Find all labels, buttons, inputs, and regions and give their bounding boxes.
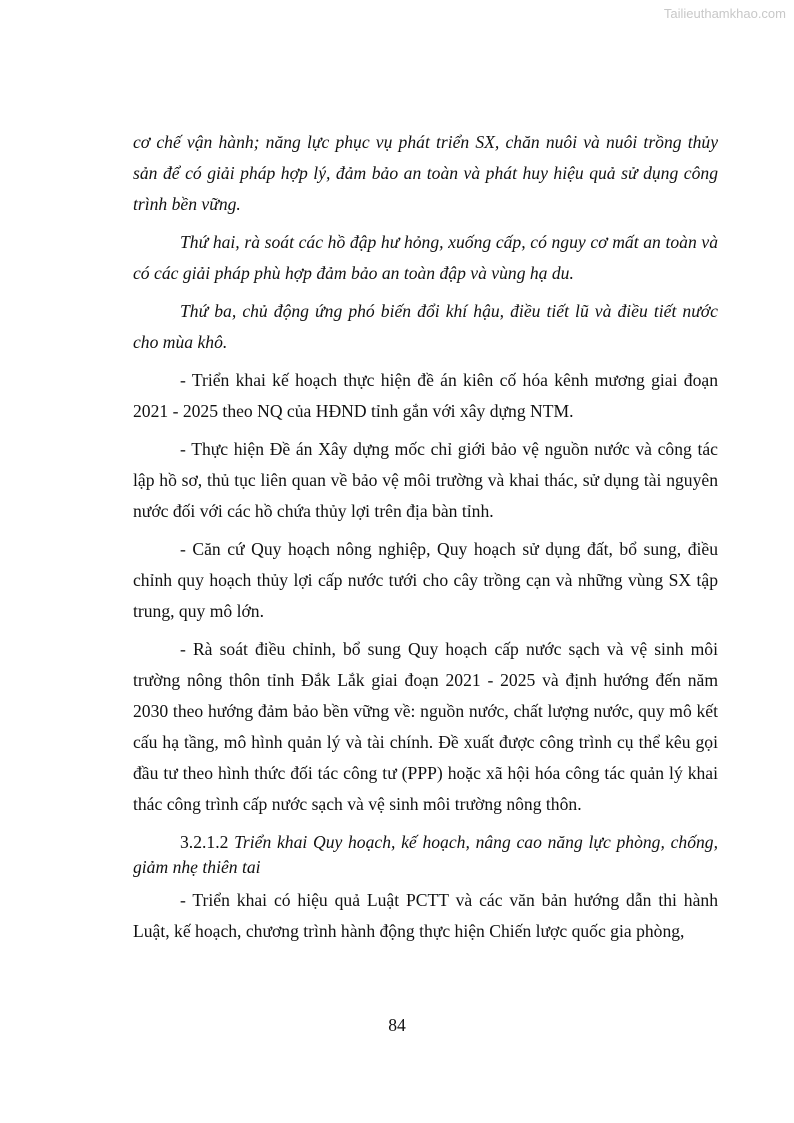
bullet-luat-pctt: - Triển khai có hiệu quả Luật PCTT và các văn bản hướng dẫn thi hành Luật, kế hoạch, chương trình hành động thực hiện Chiến lược quốc gia phòng, bbox=[133, 890, 718, 941]
document-body bbox=[133, 127, 718, 954]
page-number: 84 bbox=[388, 1015, 406, 1035]
paragraph-third: Thứ ba, chủ động ứng phó biến đổi khí hậu, điều tiết lũ và điều tiết nước cho mùa khô. bbox=[133, 301, 718, 352]
section-heading bbox=[133, 830, 718, 880]
section-title: Triển khai Quy hoạch, kế hoạch, nâng cao năng lực phòng, chống, giảm nhẹ thiên tai bbox=[133, 832, 718, 877]
section-number: 3.2.1.2 bbox=[180, 832, 229, 852]
watermark: Tailieuthamkhao.com bbox=[663, 6, 786, 21]
paragraph-second: Thứ hai, rà soát các hồ đập hư hỏng, xuống cấp, có nguy cơ mất an toàn và có các giải pháp phù hợp đảm bảo an toàn đập và vùng hạ du. bbox=[133, 232, 718, 283]
bullet-moc-chi-gioi: - Thực hiện Đề án Xây dựng mốc chỉ giới bảo vệ nguồn nước và công tác lập hồ sơ, thủ tục liên quan về bảo vệ môi trường và khai thác, sử dụng tài nguyên nước đối với các hồ chứa thủy lợi trên địa bàn tỉnh. bbox=[133, 439, 718, 521]
bullet-quy-hoach-thuy-loi: - Căn cứ Quy hoạch nông nghiệp, Quy hoạch sử dụng đất, bổ sung, điều chỉnh quy hoạch thủy lợi cấp nước tưới cho cây trồng cạn và những vùng SX tập trung, quy mô lớn. bbox=[133, 539, 718, 621]
bullet-kien-co-hoa: - Triển khai kế hoạch thực hiện đề án kiên cố hóa kênh mương giai đoạn 2021 - 2025 theo NQ của HĐND tỉnh gắn với xây dựng NTM. bbox=[133, 370, 718, 421]
paragraph-continuation: cơ chế vận hành; năng lực phục vụ phát triển SX, chăn nuôi và nuôi trồng thủy sản để có giải pháp hợp lý, đảm bảo an toàn và phát huy hiệu quả sử dụng công trình bền vững. bbox=[133, 132, 718, 214]
bullet-nuoc-sach: - Rà soát điều chỉnh, bổ sung Quy hoạch cấp nước sạch và vệ sinh môi trường nông thôn tỉnh Đắk Lắk giai đoạn 2021 - 2025 và định hướng đến năm 2030 theo hướng đảm bảo bền vững về: nguồn nước, chất lượng nước, quy mô kết cấu hạ tầng, mô hình quản lý và tài chính. Đề xuất được công trình cụ thể kêu gọi đầu tư theo hình thức đối tác công tư (PPP) hoặc xã hội hóa công tác quản lý khai thác công trình cấp nước sạch và vệ sinh môi trường nông thôn. bbox=[133, 639, 718, 814]
